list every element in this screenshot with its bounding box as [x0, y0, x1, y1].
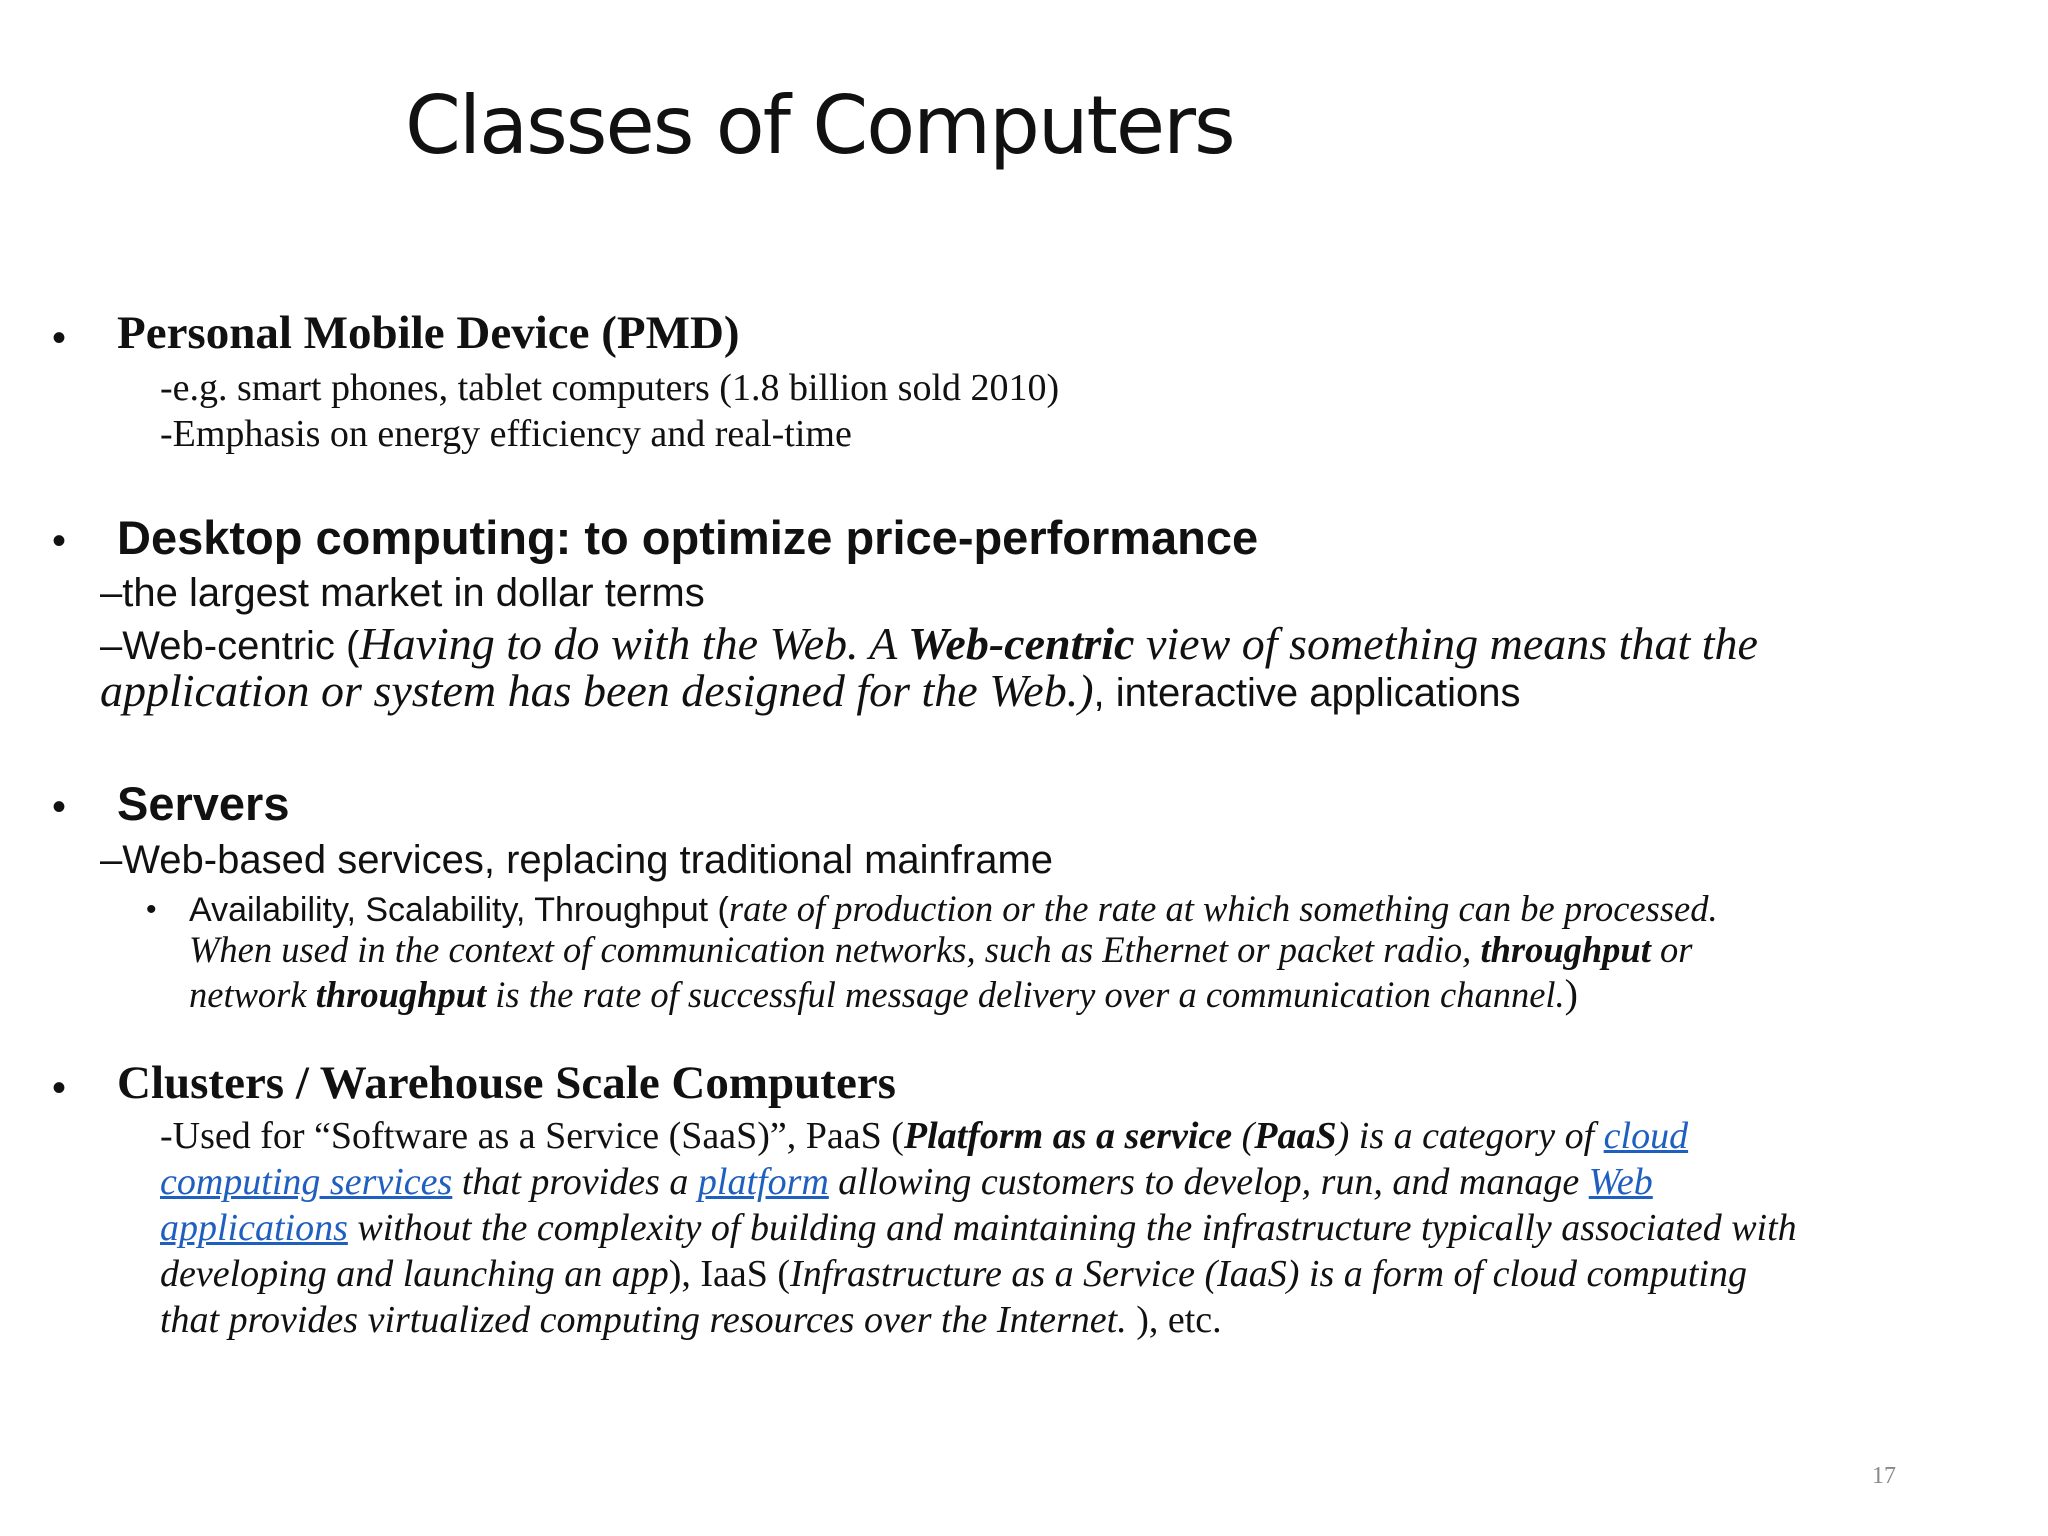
servers-sub-line-3-a: network: [189, 974, 316, 1015]
clusters-line-5-a: that provides virtualized computing resources over the Internet.: [160, 1299, 1137, 1341]
desktop-line-1: –the largest market in dollar terms: [100, 571, 705, 615]
bullet-clusters: •: [52, 1066, 67, 1110]
clusters-line-2: [160, 1160, 1653, 1206]
heading-servers: Servers: [117, 777, 290, 830]
clusters-line-5: [160, 1298, 1222, 1344]
servers-sub-line-3-c: is the rate of successful message delivery over a communication channel.: [486, 974, 1565, 1015]
pmd-line-1: -e.g. smart phones, tablet computers (1.8 billion sold 2010): [160, 367, 1060, 409]
desktop-line-2: [100, 616, 1758, 671]
clusters-line-4: [160, 1252, 1747, 1298]
desktop-line-2-d: view of something means that the: [1134, 618, 1758, 669]
clusters-line-3-a: without the complexity of building and maintaining the infrastructure typically associated with: [347, 1207, 1797, 1249]
link-cloud[interactable]: cloud: [1603, 1115, 1689, 1157]
clusters-line-1-c: (: [1232, 1115, 1255, 1157]
link-platform[interactable]: platform: [697, 1161, 829, 1203]
servers-sub-line-2-a: When used in the context of communication networks, such as Ethernet or packet radio,: [189, 929, 1481, 970]
bullet-desktop: •: [52, 519, 67, 563]
servers-sub-line-2-b: throughput: [1480, 929, 1651, 970]
clusters-line-1-b: Platform as a service: [903, 1115, 1233, 1157]
desktop-line-3-b: , interactive applications: [1093, 671, 1521, 715]
clusters-line-2-a: that provides a: [452, 1161, 698, 1203]
clusters-line-4-c: Infrastructure as a Service (IaaS) is a form of cloud computing: [790, 1253, 1747, 1295]
pmd-line-2: -Emphasis on energy efficiency and real-time: [160, 413, 852, 455]
link-computing-services[interactable]: computing services: [160, 1161, 453, 1203]
desktop-line-3-a: application or system has been designed for the Web.): [100, 665, 1094, 716]
clusters-line-4-a: developing and launching an app: [160, 1253, 669, 1295]
servers-sub-line-1-b: rate of production or the rate at which something can be processed.: [728, 888, 1718, 929]
sub-bullet-servers: •: [146, 893, 157, 926]
desktop-line-2-a: –Web-centric (: [100, 624, 360, 668]
desktop-line-2-b: Having to do with the Web. A: [359, 618, 908, 669]
clusters-line-1-d: PaaS: [1254, 1115, 1337, 1157]
servers-sub-line-2-c: or: [1650, 929, 1693, 970]
desktop-line-2-c: Web-centric: [907, 618, 1135, 669]
clusters-line-1-e: ) is a category of: [1336, 1115, 1604, 1157]
desktop-line-3: [100, 665, 1520, 718]
clusters-line-1-a: -Used for “Software as a Service (SaaS)”, PaaS (: [160, 1115, 904, 1157]
servers-sub-line-1: [189, 886, 1718, 932]
clusters-line-2-b: allowing customers to develop, run, and manage: [828, 1161, 1589, 1203]
slide-title: Classes of Computers: [405, 79, 1234, 172]
clusters-line-3: [160, 1206, 1797, 1252]
page-number: 17: [1872, 1463, 1896, 1489]
clusters-line-1: [160, 1114, 1688, 1160]
servers-sub-line-1-a: Availability, Scalability, Throughput (: [189, 891, 729, 929]
heading-clusters: Clusters / Warehouse Scale Computers: [117, 1057, 896, 1109]
bullet-pmd: •: [52, 316, 67, 360]
heading-pmd: Personal Mobile Device (PMD): [117, 307, 740, 359]
link-web[interactable]: Web: [1588, 1161, 1653, 1203]
servers-sub-line-3-b: throughput: [315, 974, 487, 1015]
servers-sub-line-3-d: ): [1564, 971, 1578, 1016]
bullet-servers: •: [52, 785, 67, 829]
servers-line-1: –Web-based services, replacing traditional mainframe: [100, 838, 1054, 882]
heading-desktop: Desktop computing: to optimize price-performance: [117, 511, 1259, 564]
link-applications[interactable]: applications: [160, 1207, 348, 1249]
servers-sub-line-2: [189, 928, 1692, 972]
clusters-line-4-b: ), IaaS (: [668, 1253, 791, 1295]
servers-sub-line-3: [189, 970, 1578, 1018]
clusters-line-5-b: ), etc.: [1136, 1299, 1222, 1341]
